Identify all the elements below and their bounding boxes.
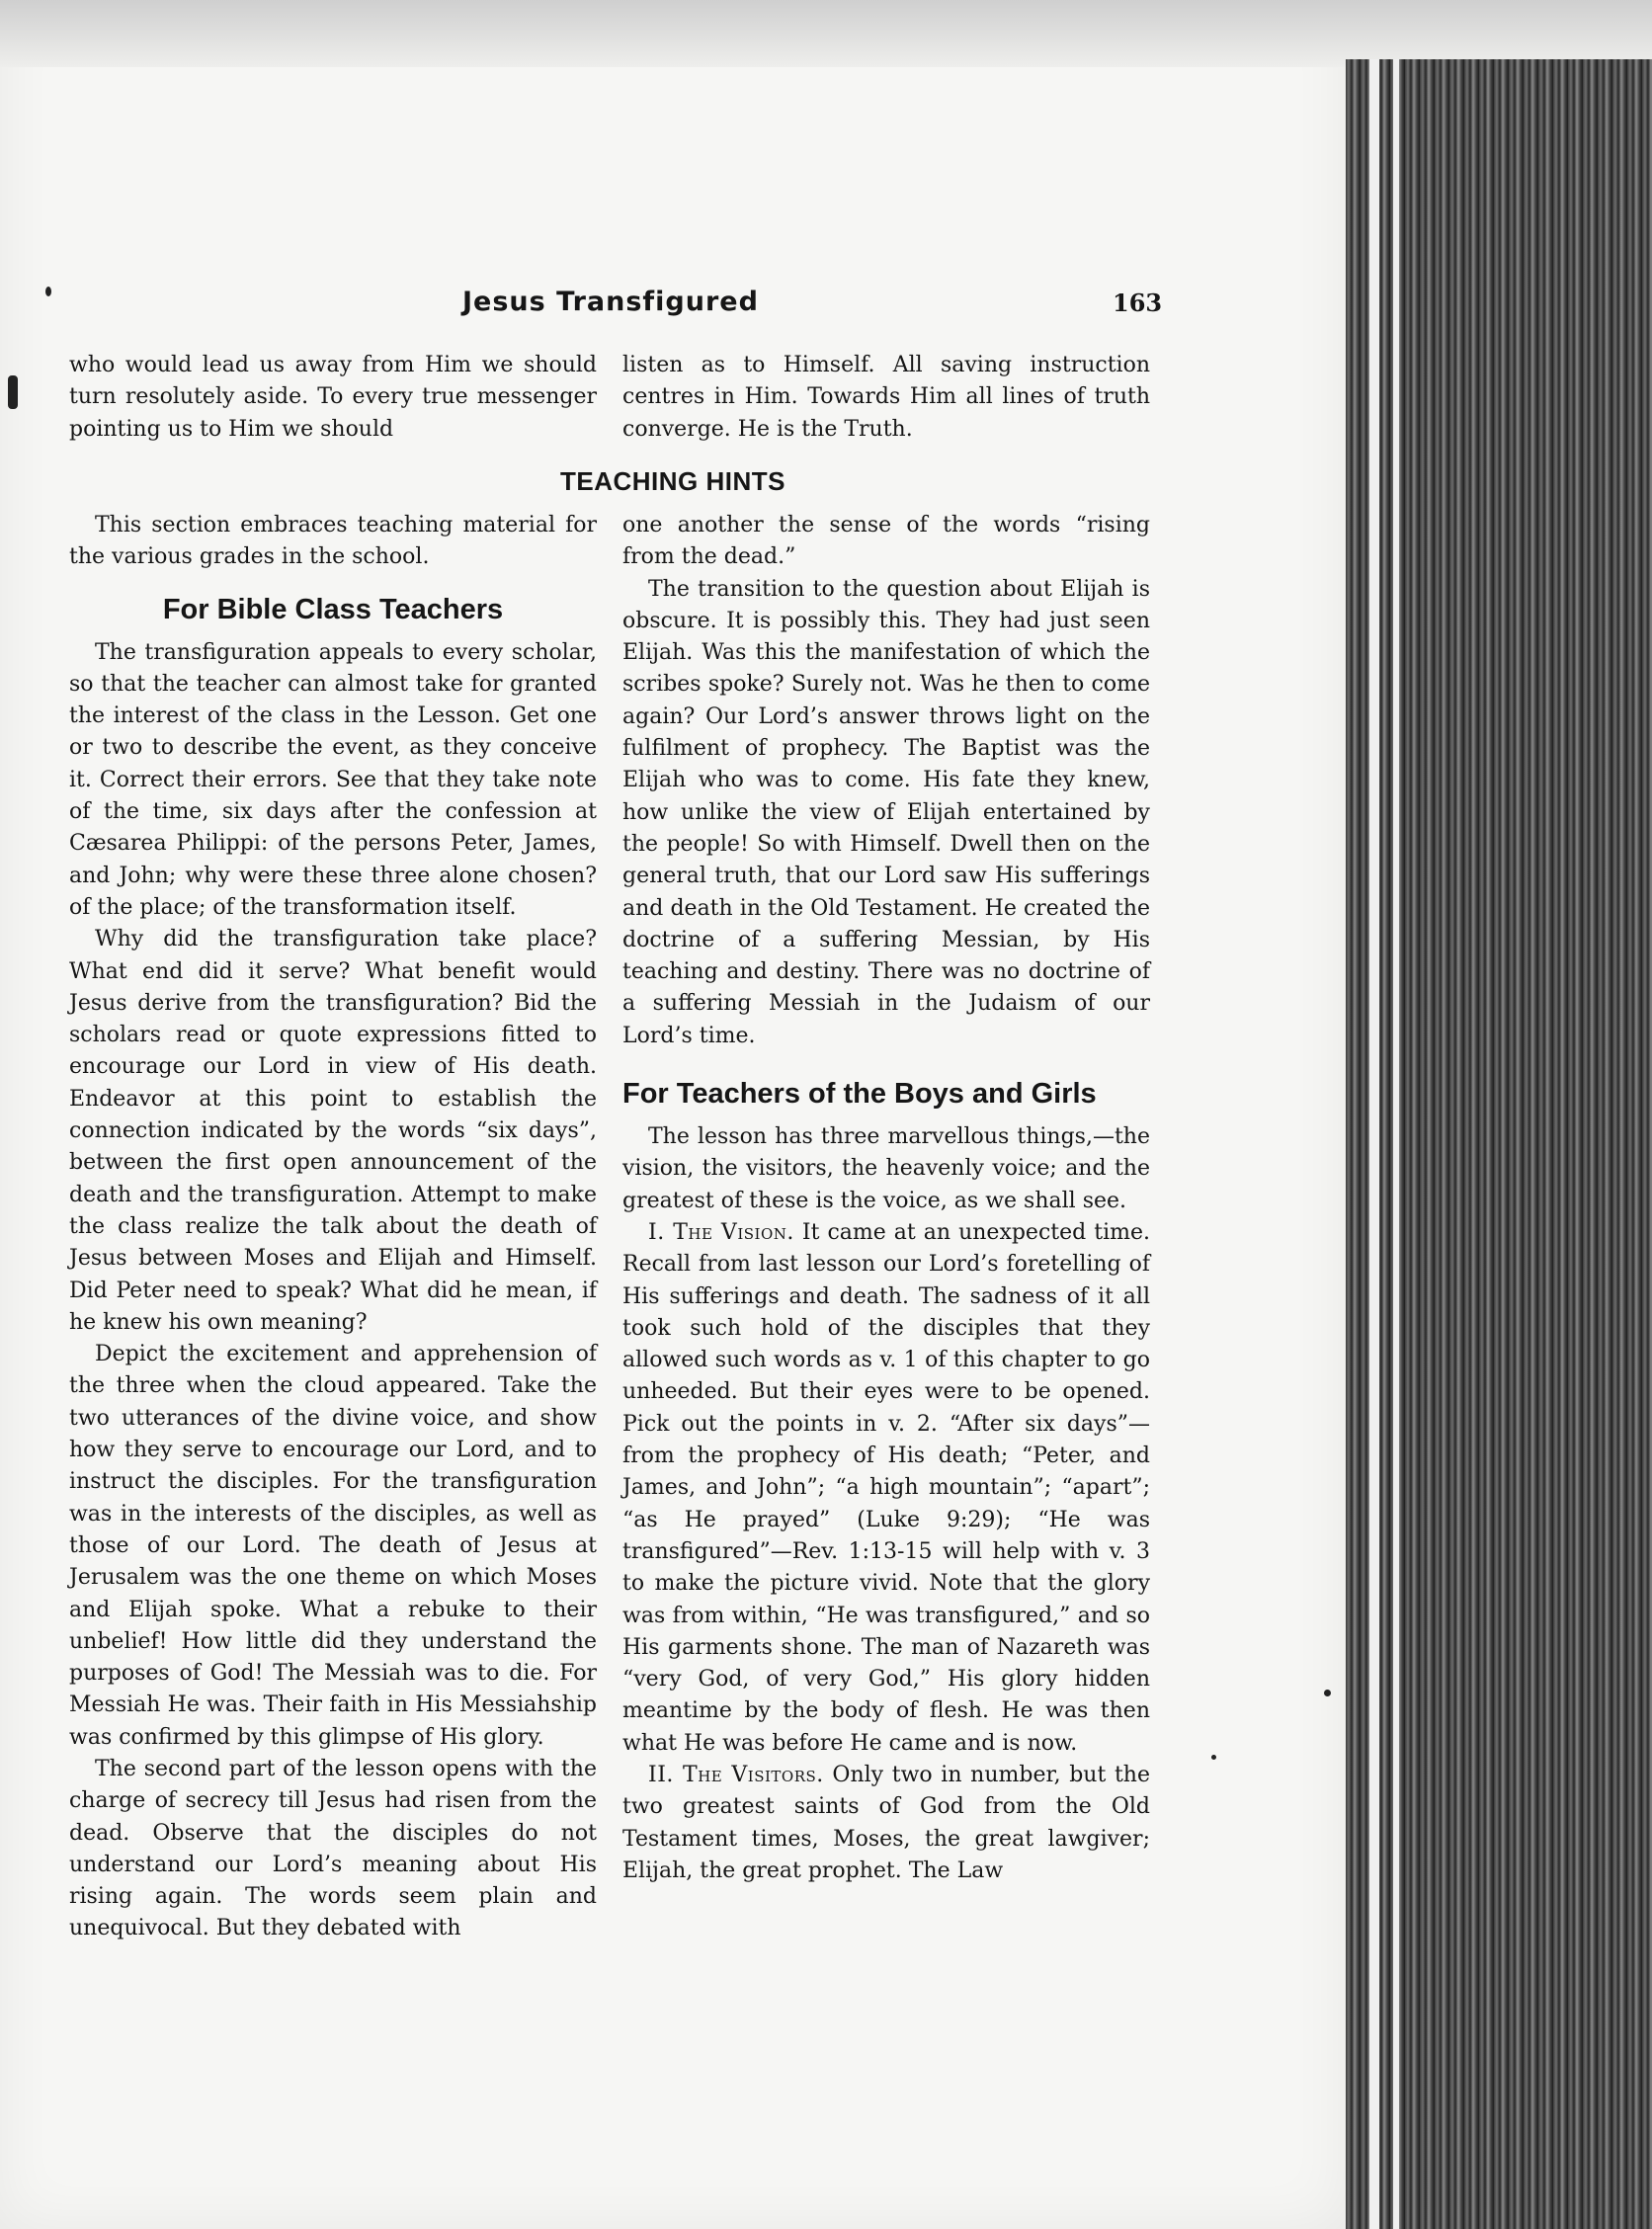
paragraph: Depict the excitement and apprehension of the three when the cloud appeared. Take the two utterances of the divine voice, and show how they serve to encourage our Lord, and to instruct the disciples. For the transfiguration was in the interests of the disciples, as well as those of our Lord. The death of Jesus at Jerusalem was the one theme on which Moses and Elijah spoke. What a rebuke to their unbelief! How little did they understand the purposes of God! The Messiah was to die. For Messiah He was. Their faith in His Messiahship was confirmed by this glimpse of His glory.: [69, 1342, 597, 1750]
binding-mark: [8, 375, 18, 409]
section-title: TEACHING HINTS: [560, 466, 785, 496]
scan-speck: [1211, 1755, 1216, 1760]
page-edge-highlight: [1369, 59, 1379, 2229]
vision-label: I. The Vision.: [648, 1219, 794, 1245]
vision-paragraph: [622, 1217, 1150, 1760]
scan-speck: [1324, 1690, 1331, 1696]
bible-class-heading: For Bible Class Teachers: [162, 593, 504, 625]
vision-text: It came at an unexpected time. Recall from last lesson our Lord’s foretelling of His sufferings and death. The sadness of it all took such hold of the disciples that they allowed such words as v. 1 of this chapter to go unheeded. But their eyes were to be opened. Pick out the points in v. 2. “After six days”—from the prophecy of His death; “Peter, and James, and John”; “a high mountain”; “apart”; “as He prayed” (Luke 9:29); “He was transfigured”—Rev. 1:13-15 will help with v. 3 to make the picture vivid. Note that the glory was from within, “He was transfigured,” and so His garments shone. The man of Nazareth was “very God, of very God,” His glory hidden meantime by the body of flesh. He was then what He was before He came and is now.: [622, 1219, 1150, 1756]
paragraph: The transition to the question about Elijah is obscure. It is possibly this. They had just seen Elijah. Was this the manifestation of which the scribes spoke? Surely not. Was he then to come again? Our Lord’s answer throws light on the fulfilment of prophecy. The Baptist was the Elijah who was to come. His fate they knew, how unlike the view of Elijah entertained by the people! So with Himself. Dwell then on the general truth, that our Lord saw His sufferings and death in the Old Testament. He created the doctrine of a suffering Messian, by His teaching and destiny. There was no doctrine of a suffering Messiah in the Judaism of our Lord’s time.: [622, 576, 1150, 1048]
scan-top-edge: [0, 0, 1652, 67]
paragraph: The lesson has three marvellous things,—the vision, the visitors, the heavenly voice; and the greatest of these is the voice, as we shall see.: [622, 1124, 1150, 1213]
visitors-label: II. The Visitors.: [648, 1762, 824, 1787]
paragraph: Why did the transfiguration take place? What end did it serve? What benefit would Jesus derive from the transfiguration? Bid the scholars read or quote expressions fitted to encourage our Lord in view of His death. Endeavor at this point to establish the connection indicated by the words “six days”, between the first open announcement of the death and the transfiguration. Attempt to make the class realize the talk about the death of Jesus between Moses and Elijah and Himself. Did Peter need to speak? What did he mean, if he knew his own meaning?: [69, 927, 597, 1335]
page-header: [0, 287, 1346, 326]
carryover-right: [622, 350, 1150, 446]
paragraph: The transfiguration appeals to every scholar, so that the teacher can almost take for granted the interest of the class in the Lesson. Get one or two to describe the event, as they conceive it. Correct their errors. See that they take note of the time, six days after the confession at Cæsarea Philippi: of the persons Peter, James, and John; why were these three alone chosen? of the place; of the transformation itself.: [69, 639, 597, 920]
left-column: [69, 510, 597, 1945]
visitors-text: Only two in number, but the two greatest saints of God from the Old Testament times, Moses, the great lawgiver; Elijah, the great prophet. The Law: [622, 1762, 1150, 1883]
paragraph-continuation: one another the sense of the words “rising from the dead.”: [622, 513, 1150, 570]
carryover-right-text: listen as to Himself. All saving instruction centres in Him. Towards Him all lines of truth converge. He is the Truth.: [622, 353, 1150, 442]
running-head: Jesus Transfigured: [462, 287, 759, 317]
carryover-left-text: who would lead us away from Him we should turn resolutely aside. To every true messenger pointing us to Him we should: [69, 353, 597, 442]
boys-girls-heading: For Teachers of the Boys and Girls: [622, 1078, 1097, 1111]
page-number: 163: [1113, 289, 1163, 317]
page-edge-highlight: [1393, 59, 1399, 2229]
book-page-edges: [1346, 59, 1652, 2229]
intro-paragraph: This section embraces teaching material for the various grades in the school.: [69, 513, 597, 570]
right-column: [622, 510, 1150, 1887]
paragraph: The second part of the lesson opens with the charge of secrecy till Jesus had risen from the dead. Observe that the disciples do not understand our Lord’s meaning about His rising again. The words seem plain and unequivocal. But they debated with: [69, 1756, 597, 1941]
carryover-left: [69, 350, 597, 446]
visitors-paragraph: [622, 1760, 1150, 1887]
